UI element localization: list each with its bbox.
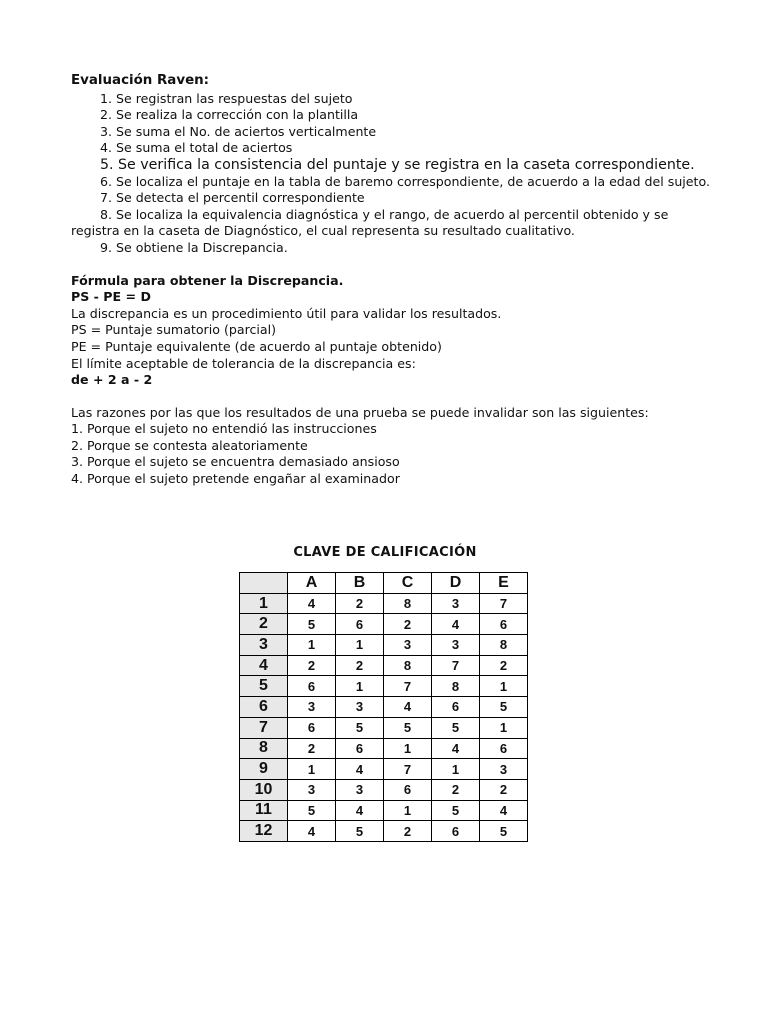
table-header-row [240,573,528,594]
formula-tolerance: de + 2 a - 2 [71,372,153,388]
table-cell: 3 [336,697,384,718]
table-cell: 4 [480,800,528,821]
formula-line: PS = Puntaje sumatorio (parcial) [71,322,277,338]
table-row [240,759,528,780]
table-cell: 5 [480,821,528,842]
table-cell: 2 [288,655,336,676]
document-body [71,73,711,488]
table-cell: 6 [480,738,528,759]
step-item: 6. Se localiza el puntaje en la tabla de baremo correspondiente, de acuerdo a la edad del sujeto. [100,173,710,189]
step-item: 2. Se realiza la corrección con la plantilla [100,107,359,123]
table-cell: 6 [480,614,528,635]
row-header: 1 [240,593,288,614]
table-cell: 4 [336,800,384,821]
table-cell: 7 [384,759,432,780]
table-row [240,593,528,614]
step-item-continuation: registra en la caseta de Diagnóstico, el cual representa su resultado cualitativo. [71,223,575,239]
table-cell: 1 [336,676,384,697]
table-cell: 3 [384,635,432,656]
table-cell: 2 [480,655,528,676]
table-cell: 5 [288,614,336,635]
steps-list [71,91,711,257]
table-cell: 3 [288,779,336,800]
table-cell: 1 [336,635,384,656]
table-cell: 2 [384,614,432,635]
formula-title: Fórmula para obtener la Discrepancia. [71,272,344,288]
reason-item: 2. Porque se contesta aleatoriamente [71,437,308,453]
reason-item: 1. Porque el sujeto no entendió las instrucciones [71,421,377,437]
formula-line: El límite aceptable de tolerancia de la discrepancia es: [71,355,416,371]
table-cell: 4 [288,821,336,842]
table-title: CLAVE DE CALIFICACIÓN [293,545,477,560]
table-cell: 4 [384,697,432,718]
table-cell: 6 [432,697,480,718]
table-row [240,800,528,821]
table-cell: 3 [336,779,384,800]
table-cell: 1 [480,676,528,697]
table-cell: 2 [384,821,432,842]
table-cell: 4 [288,593,336,614]
reason-item: 3. Porque el sujeto se encuentra demasiado ansioso [71,454,400,470]
table-cell: 2 [336,655,384,676]
table-row [240,635,528,656]
row-header: 5 [240,676,288,697]
table-cell: 1 [384,738,432,759]
table-corner-cell [240,573,288,594]
table-cell: 4 [432,614,480,635]
row-header: 12 [240,821,288,842]
table-cell: 1 [384,800,432,821]
table-cell: 1 [288,635,336,656]
table-cell: 5 [288,800,336,821]
table-cell: 1 [480,717,528,738]
table-cell: 5 [480,697,528,718]
table-row [240,717,528,738]
table-row [240,779,528,800]
table-row [240,614,528,635]
table-cell: 6 [288,717,336,738]
column-header: C [384,573,432,594]
column-header: D [432,573,480,594]
table-cell: 8 [432,676,480,697]
step-item: 7. Se detecta el percentil correspondiente [100,190,365,206]
row-header: 6 [240,697,288,718]
table-cell: 7 [480,593,528,614]
row-header: 2 [240,614,288,635]
table-cell: 4 [336,759,384,780]
step-item: 3. Se suma el No. de aciertos verticalmente [100,123,377,139]
table-cell: 2 [432,779,480,800]
formula-line: La discrepancia es un procedimiento útil para validar los resultados. [71,305,502,321]
column-header: A [288,573,336,594]
table-cell: 3 [288,697,336,718]
step-item: 5. Se verifica la consistencia del puntaje y se registra en la caseta correspondiente. [100,156,695,173]
section-heading: Evaluación Raven: [71,73,210,88]
table-cell: 5 [432,800,480,821]
table-row [240,738,528,759]
formula-equation: PS - PE = D [71,289,151,305]
table-row [240,697,528,718]
row-header: 3 [240,635,288,656]
column-header: B [336,573,384,594]
table-cell: 2 [336,593,384,614]
row-header: 8 [240,738,288,759]
table-cell: 6 [288,676,336,697]
step-item: 4. Se suma el total de aciertos [100,140,293,156]
step-item: 9. Se obtiene la Discrepancia. [100,239,288,255]
table-cell: 5 [432,717,480,738]
table-cell: 6 [384,779,432,800]
table-cell: 1 [288,759,336,780]
table-cell: 8 [480,635,528,656]
table-cell: 5 [384,717,432,738]
column-header: E [480,573,528,594]
table-cell: 8 [384,655,432,676]
row-header: 10 [240,779,288,800]
table-row [240,821,528,842]
table-cell: 2 [480,779,528,800]
step-item: 8. Se localiza la equivalencia diagnóstica y el rango, de acuerdo al percentil obtenido y se [100,206,669,222]
table-cell: 2 [288,738,336,759]
table-cell: 5 [336,717,384,738]
table-cell: 3 [432,593,480,614]
row-header: 4 [240,655,288,676]
table-cell: 3 [480,759,528,780]
reasons-intro: Las razones por las que los resultados de una prueba se puede invalidar son las siguientes: [71,404,649,420]
table-cell: 7 [384,676,432,697]
row-header: 9 [240,759,288,780]
table-cell: 6 [336,614,384,635]
formula-line: PE = Puntaje equivalente (de acuerdo al puntaje obtenido) [71,338,442,354]
table-cell: 3 [432,635,480,656]
table-row [240,655,528,676]
table-cell: 6 [336,738,384,759]
table-row [240,676,528,697]
table-cell: 1 [432,759,480,780]
table-cell: 4 [432,738,480,759]
table-cell: 6 [432,821,480,842]
scoring-key-table [239,572,528,842]
table-cell: 5 [336,821,384,842]
reason-item: 4. Porque el sujeto pretende engañar al examinador [71,471,400,487]
table-body [240,593,528,841]
row-header: 11 [240,800,288,821]
row-header: 7 [240,717,288,738]
table-cell: 8 [384,593,432,614]
step-item: 1. Se registran las respuestas del sujeto [100,90,353,106]
table-cell: 7 [432,655,480,676]
